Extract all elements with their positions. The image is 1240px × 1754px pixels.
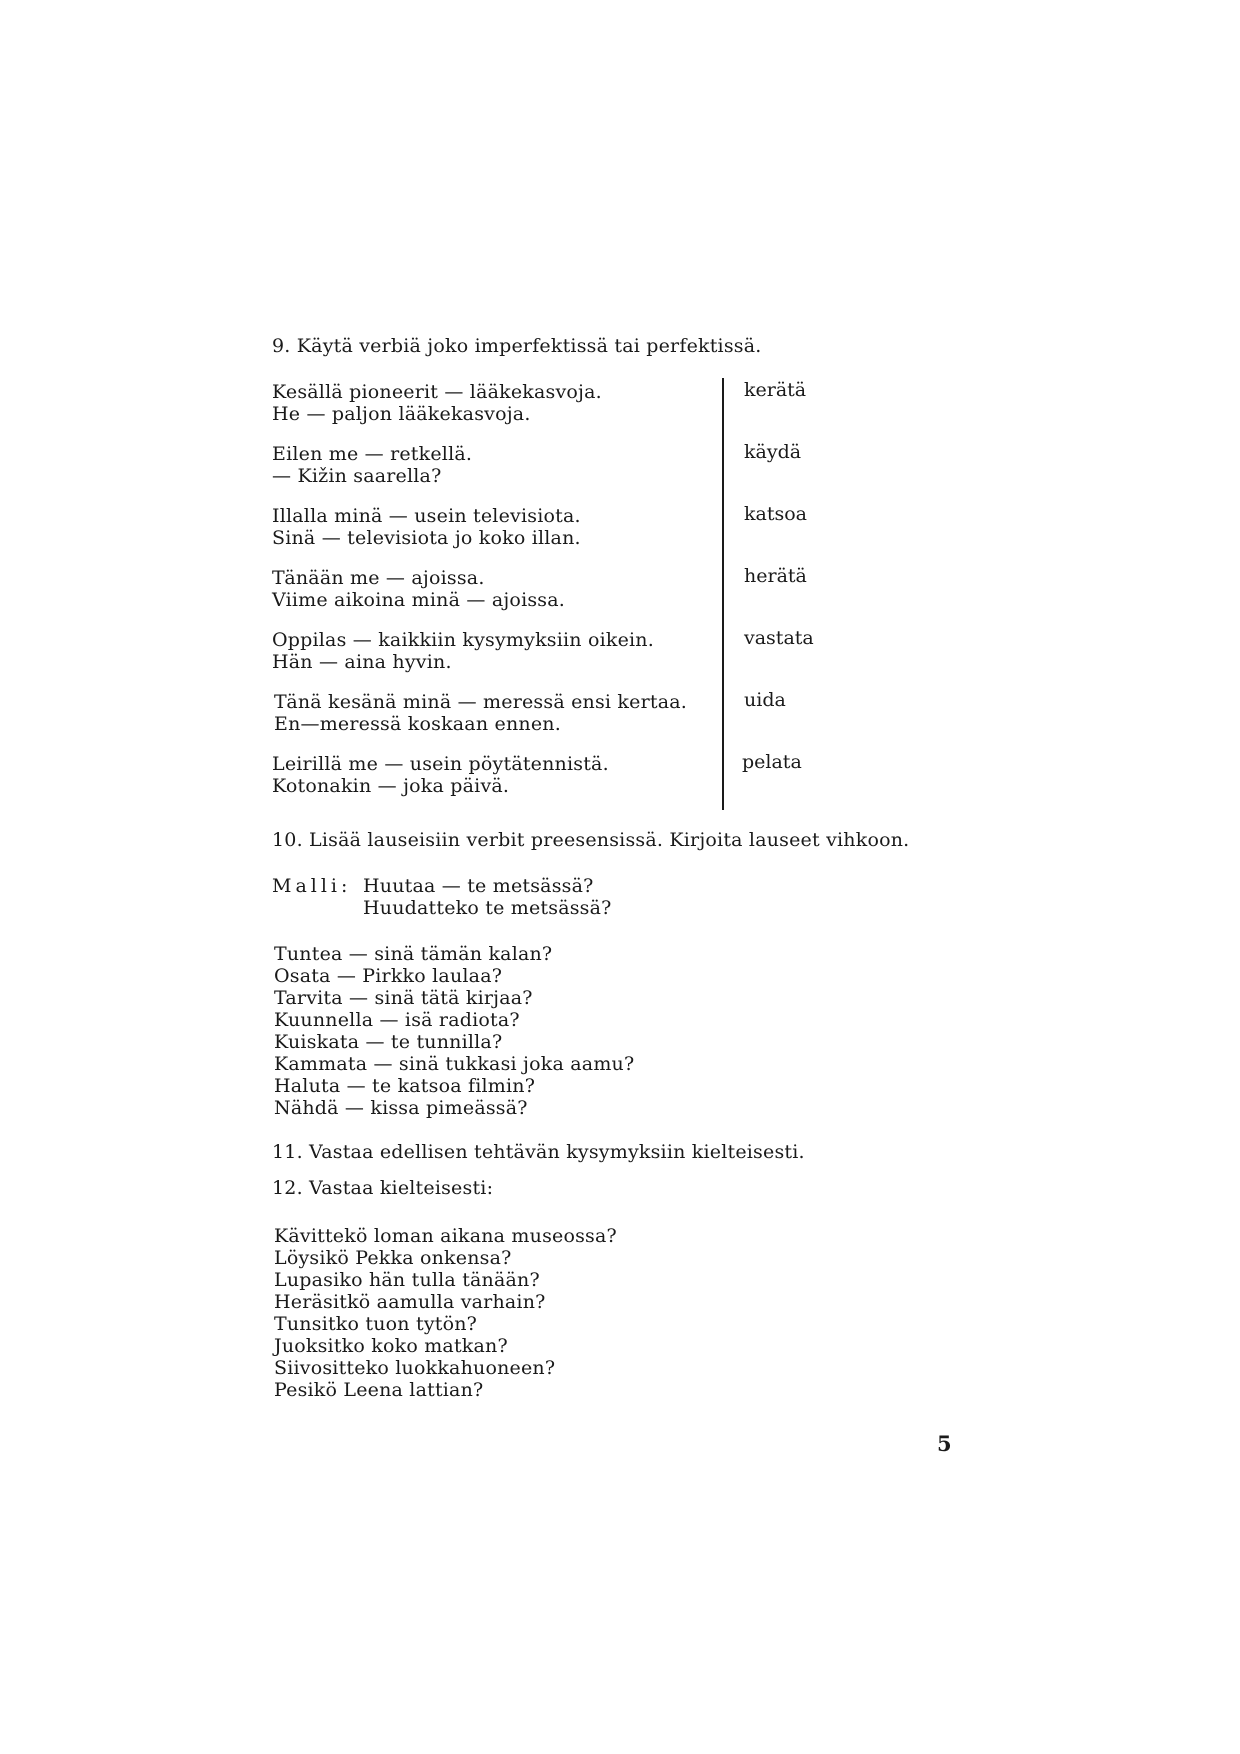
ex10-item: Osata — Pirkko laulaa? [274,965,503,987]
ex10-item: Kuunnella — isä radiota? [274,1009,520,1031]
ex12-item: Lupasiko hän tulla tänään? [274,1269,540,1291]
ex9-g5-line2: Hän — aina hyvin. [272,651,452,673]
ex9-g6-verb: uida [744,689,786,711]
exercise-9-heading: 9. Käytä verbiä joko imperfektissä tai perfektissä. [272,335,762,357]
ex9-g5-verb: vastata [744,627,814,649]
ex9-g7-verb: pelata [742,751,802,773]
ex12-item: Juoksitko koko matkan? [274,1335,508,1357]
ex9-g1-line2: He — paljon lääkekasvoja. [272,403,531,425]
ex9-g5-line1: Oppilas — kaikkiin kysymyksiin oikein. [272,629,654,651]
ex10-item: Haluta — te katsoa filmin? [274,1075,536,1097]
ex12-item: Heräsitkö aamulla varhain? [274,1291,546,1313]
exercise-11-heading: 11. Vastaa edellisen tehtävän kysymyksiin kielteisesti. [272,1141,805,1163]
ex9-g2-line2: — Kižin saarella? [272,465,442,487]
ex12-item: Löysikö Pekka onkensa? [274,1247,512,1269]
ex9-g1-verb: kerätä [744,379,807,401]
ex9-g7-line1: Leirillä me — usein pöytätennistä. [272,753,609,775]
ex9-g7-line2: Kotonakin — joka päivä. [272,775,510,797]
example-label: Malli: [272,875,352,897]
ex10-item: Kammata — sinä tukkasi joka aamu? [274,1053,635,1075]
ex9-g2-verb: käydä [744,441,802,463]
exercise-10-heading: 10. Lisää lauseisiin verbit preesensissä. Kirjoita lauseet vihkoon. [272,829,910,851]
ex9-g4-line1: Tänään me — ajoissa. [272,567,485,589]
ex9-g4-line2: Viime aikoina minä — ajoissa. [272,589,566,611]
ex9-g2-line1: Eilen me — retkellä. [272,443,473,465]
example-question: Huutaa — te metsässä? [363,875,594,897]
ex10-item: Kuiskata — te tunnilla? [274,1031,503,1053]
ex10-item: Tuntea — sinä tämän kalan? [274,943,553,965]
ex9-g6-line2: En—meressä koskaan ennen. [274,713,561,735]
ex9-g3-line1: Illalla minä — usein televisiota. [272,505,581,527]
ex9-g6-line1: Tänä kesänä minä — meressä ensi kertaa. [274,691,688,713]
verb-column-divider [722,378,724,810]
page-number: 5 [937,1431,952,1456]
ex9-g3-verb: katsoa [744,503,807,525]
ex12-item: Kävittekö loman aikana museossa? [274,1225,617,1247]
ex12-item: Tunsitko tuon tytön? [274,1313,478,1335]
exercise-12-heading: 12. Vastaa kielteisesti: [272,1177,494,1199]
ex12-item: Pesikö Leena lattian? [274,1379,484,1401]
ex10-item: Nähdä — kissa pimeässä? [274,1097,528,1119]
ex12-item: Siivositteko luokkahuoneen? [274,1357,556,1379]
ex9-g4-verb: herätä [744,565,807,587]
ex9-g3-line2: Sinä — televisiota jo koko illan. [272,527,581,549]
example-answer: Huudatteko te metsässä? [363,897,612,919]
ex10-item: Tarvita — sinä tätä kirjaa? [274,987,533,1009]
ex9-g1-line1: Kesällä pioneerit — lääkekasvoja. [272,381,602,403]
